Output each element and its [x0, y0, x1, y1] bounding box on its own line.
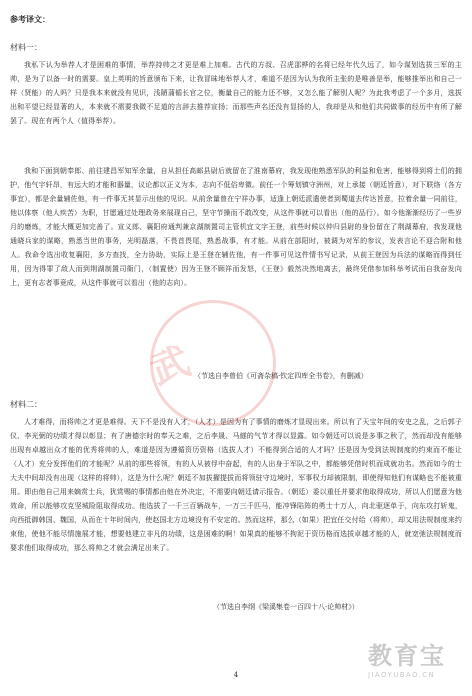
- logo-text: 教育宝: [368, 642, 446, 670]
- page-header-title: 参考译文：: [10, 14, 50, 24]
- logo-url: JIAOYUBAO.CN: [368, 671, 436, 679]
- watermark-text: 武: [144, 337, 196, 393]
- site-logo: [368, 636, 446, 679]
- section2-source: （节选自李纲《梁溪集卷一百四十八·论帅材》）: [213, 603, 359, 611]
- section1-paragraph-1: 我私下认为举荐人才是困难的事情，举荐持帅之才更是难上加难。古代的方叔、召虎邵桦的名将已经年代久远了，如今谋划选拔三军的主帅，是为了以备一时的需要。皇上英明的旨意颁布下来，让我冒昧地举荐人才，难道不是因为认为我所主张的是唯善是举，能够推举出和自己一样（贤能）的人吗？只是我本来就没有见识，浅陋蒲循长官之位，衡量自己的能力还不够，又怎么能了解别人呢？为此我考虑了一个多月，选拔出和平望已经显著的人，本来就不需要我微不足道的言辞去推荐宣扬；而那些声名还没有显扬的人，我却是从和他们共同做事的经历中有所了解罢了。现在有两个人（值得举荐）。: [10, 61, 462, 125]
- section-heading-1: 材料一：: [10, 43, 42, 52]
- section1-source: （节选自李曾伯《可斋杂稿·钦定四库全书卷》，有删减）: [194, 372, 368, 380]
- section2-paragraph-1: 人才难得，而将帅之才更是难得。天下不是没有人才，（人才）是因为有了事情的磨炼才显现出来。所以有了天宝年间的安史之乱，之后郭子仪、李光弼的功绩才得以彰显；有了唐德宗时的奉天之难，之后李晟、马燧的气节才得以显露。如今朝廷可以说是多事之秋了，然而却没有能够出现有卓越出众才能的优秀将帅的人，难道是因为遵循资历资格（选拔人才）不能得到合适的人才吗？还是因为受到法规制度的约束而不能让（人才）充分发挥他们的才能呢？从前的那些将领，有的人从被俘中奋起，有的人出身于军队之中，都能够凭借时机而成就功名。然而如今的士大夫中间却没有出现（这样的将帅），这是为什么呢？朝廷不加拔擢提拔而将领驻守边境时，军事权力却被限制，即使得知他们有谋略也不能被重用。即由他自己用来嫡赏士兵，犹赏赐的事情都由他在外决定，不需要向朝廷请示报告。（朝廷）委以重任并要求他取得成功，所以人们愿意为他效命，所以能够攻克坚城险阻取得成功。他选拔了一千三百辆战车，一万三千匹马，能冲锋陷阵的勇士十万人，向北驱逐单于，向东攻打斩鬼，向西抵御韩国、魏国，从而在十年时间内，使赵国北方边境没有不安定的。然而这样，那么（如果）把宜任交付给（将帅），却又用法规制度来约束他，使他不能尽情施展才能，想要他建立非凡的功绩，这是困难的啊！如果真的能够不拘泥于资历格而选拔卓越才能的人，就宽弛法规制度而要求他们取得成功，那么将帅之才就会满足出来了。: [10, 418, 462, 552]
- page-number: 4: [233, 671, 239, 679]
- section1-paragraph-2: 我和下面到朝奉郎、前往建昌军知军余量，自从担任高邮县尉后就留在了淮南幕府，我发现他熟悉军队的利益和危害，能够得到将士们的拥护，他气宇轩昂，有远大的才能和器量，议论都以正义为本，志向不低俗卑微。前任一个筹划镇守洲州，对上承接（朝廷旨意），对下联络（各方事宜），都是余量辅佐他，有一件事无其显示出他的见识。从前余量曾在宁祥办事，适逢上朝廷派遣使者到蜀道去传达旨意，拉着余量一同前往，他以体察（他人疾苦）为职，甘愿通过处理政务来展现自己，坚守节操而不敢改变，从这件事就可以看出（他的品行）。如今他渐渐经历了一些岁月的磨炼，才能大概更加完善了。宣义郎、襄阳府通判兼京湖制置司主管机宜文字王登，前些时候以仲归县尉的身份留在了荆湖幕府，我发现他通晓兵家的谋略，熟悉当世的事务，光明磊落，不畏首畏尾，熟悉战事，有才能。从前在部阳时，被调为对军的参议，发表言论不迎合附和他人。我命令选出收复襄阳，多方查找，全力协助，实际上是王登在辅佐他，有一件事可见这件情书写记录，从前王登因为兵法的谋略而得到任用，因为得罪了敌人而到荆湖制置司衙门，（制置使）因为王登不顾祥而发怒，《王登》毅然决然地离去，最终凭借参加科举考试而自我奋发向上，更有志者事竟成，从这件事就可以看出（他的志向）。: [10, 167, 462, 287]
- section-heading-2: 材料二：: [10, 400, 42, 409]
